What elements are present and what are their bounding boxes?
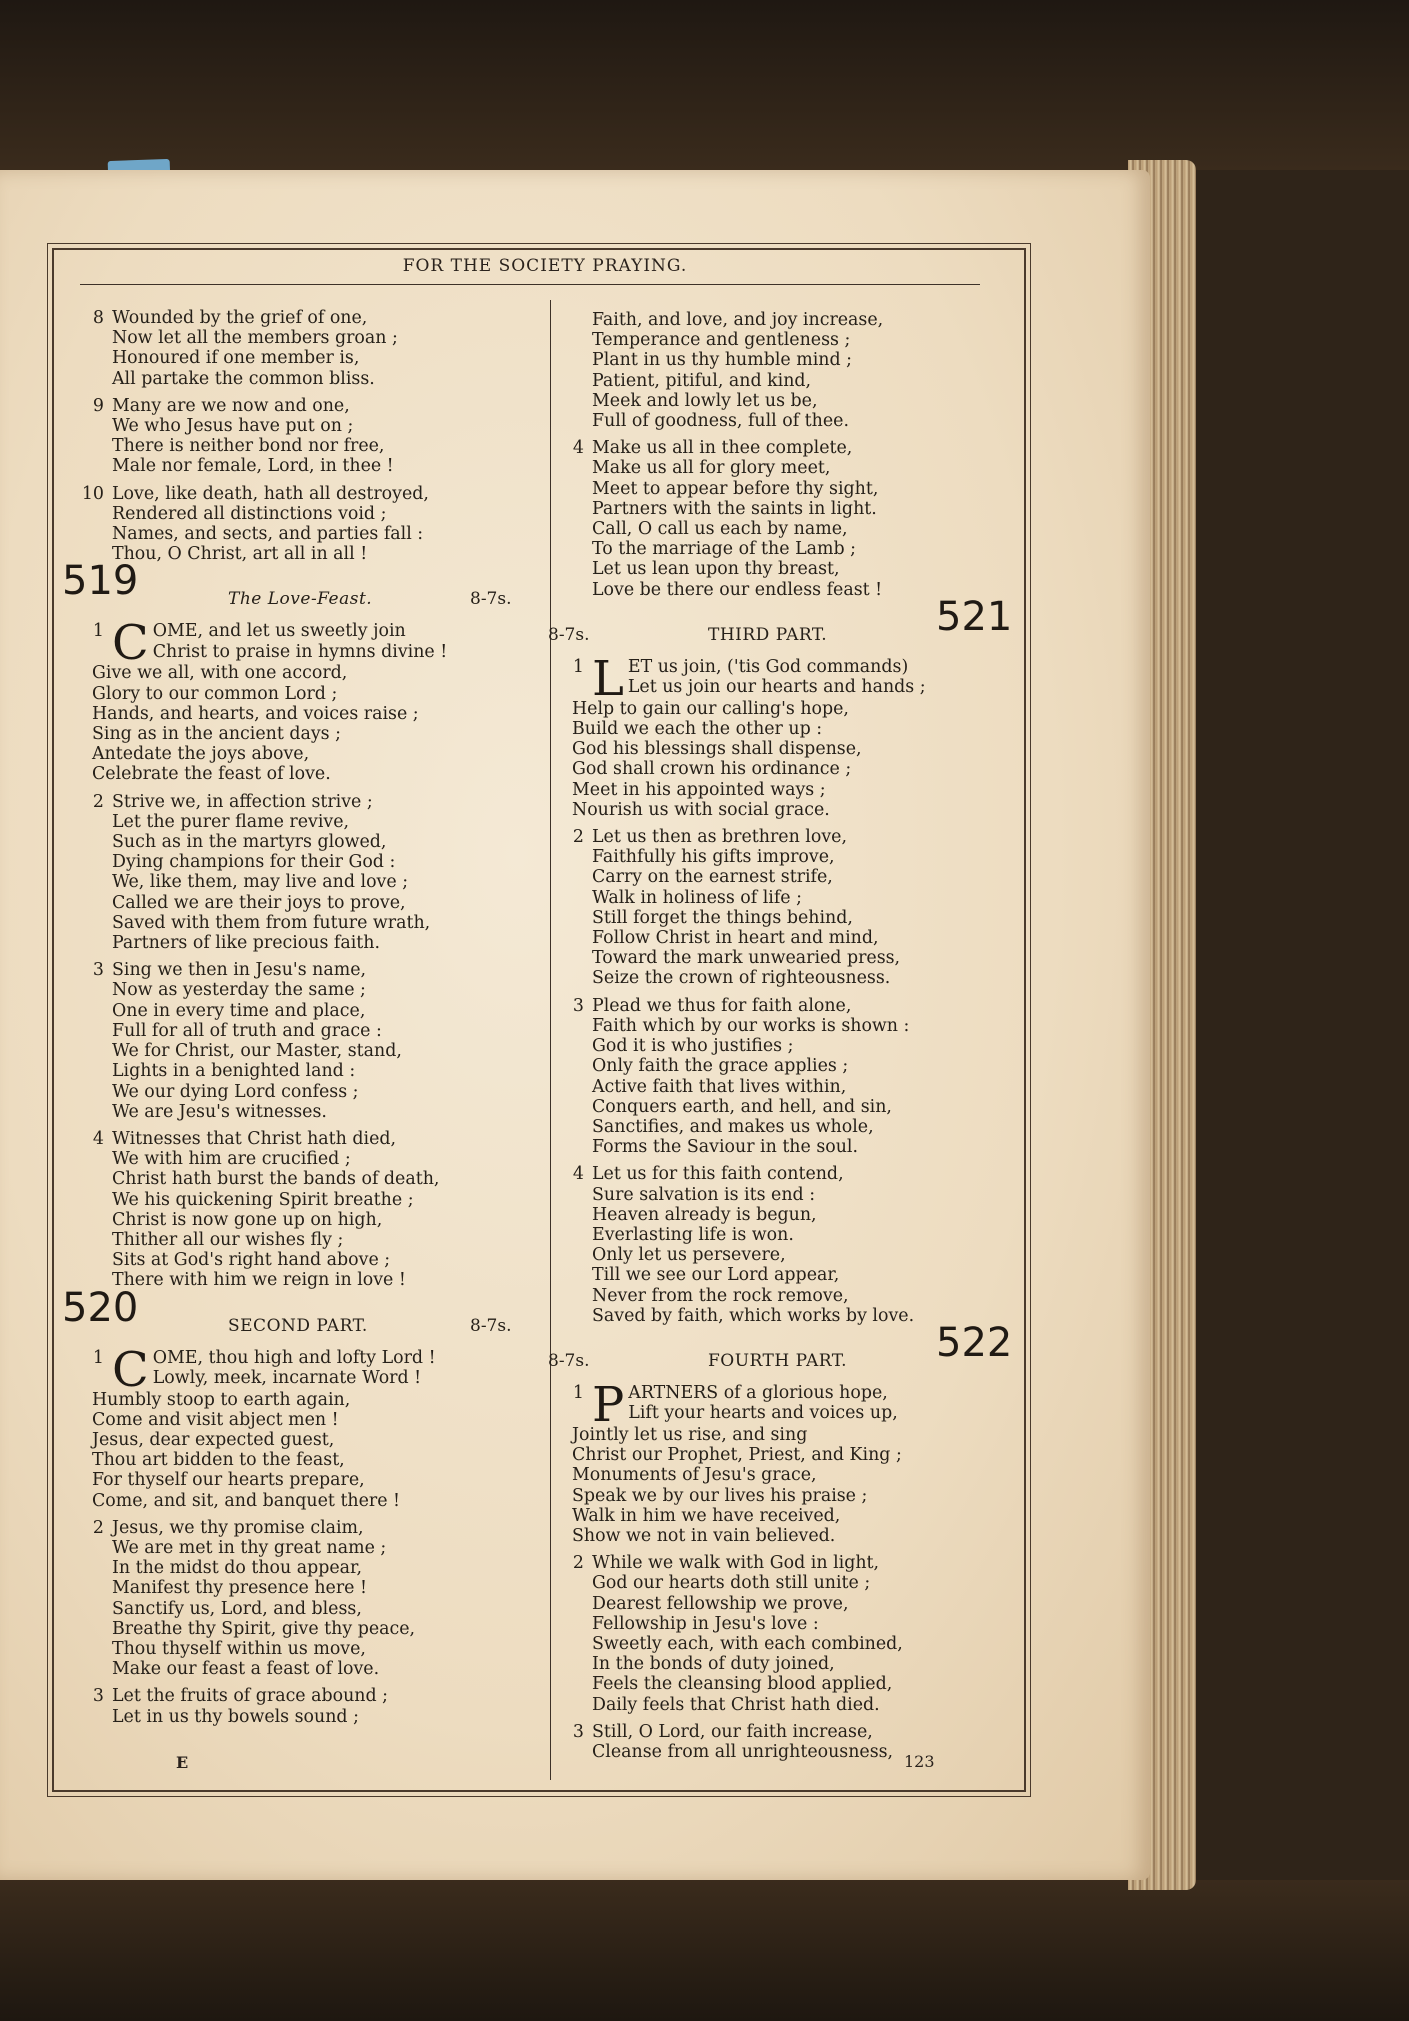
verse-line: Carry on the earnest strife, [592,867,833,888]
verse-line: Still forget the things behind, [592,907,853,928]
verse-line: Walk in him we have received, [572,1505,841,1526]
hymn-number: 520 [62,1284,139,1331]
verse-line: There is neither bond nor free, [112,436,385,457]
verse-line [558,438,1018,458]
verse-line: Faith, and love, and joy increase, [592,310,884,330]
verse-line: Let the purer flame revive, [112,811,350,832]
verse-line: In the bonds of duty joined, [592,1654,835,1675]
verse [558,827,1018,989]
verse-line: Male nor female, Lord, in thee ! [112,456,394,477]
verse-line: Faithfully his gifts improve, [592,847,835,868]
verse [78,1129,538,1291]
verse-line [558,996,1018,1016]
hymn-title: The Love-Feast. [228,589,373,610]
signature-mark: E [176,1753,189,1772]
verse-line-text: Sing we then in Jesu's name, [112,960,367,981]
verse-number: 9 [92,395,104,416]
verse-line-text: Many are we now and one, [112,395,350,416]
left-column [62,308,538,1734]
verse-line: Let us join our hearts and hands ; [627,677,926,698]
verse-line-text: Strive we, in affection strive ; [112,791,373,812]
verse-line: Glory to our common Lord ; [92,683,338,704]
verse-line: Only let us persevere, [592,1245,786,1266]
verse-line: Celebrate the feast of love. [92,764,331,785]
verse-line: There with him we reign in love ! [112,1270,406,1291]
hymn-number: 521 [936,593,1013,640]
book-page [0,170,1150,1880]
verse-line: Only faith the grace applies ; [592,1056,849,1077]
verse-line: All partake the common bliss. [112,368,375,389]
verse-number: 4 [572,1164,584,1185]
verse [78,960,538,1122]
verse-line-text: Plead we thus for faith alone, [592,995,852,1016]
verse-line: In the midst do thou appear, [112,1558,362,1579]
verse [558,1722,1018,1762]
verse-line-text: Make us all in thee complete, [592,438,853,459]
hymn-title: FOURTH PART. [708,1350,848,1371]
verse-line: Lift your hearts and voices up, [628,1403,898,1424]
drop-capital: C [112,621,149,664]
verse-line-text: Still, O Lord, our faith increase, [592,1721,873,1742]
verse-first-opening [558,657,1018,699]
verse-line [558,1553,1018,1573]
verse-line: Manifest thy presence here ! [112,1578,367,1599]
verse-line [78,308,538,328]
verse-line: Rendered all distinctions void ; [112,503,387,524]
verse-number: 2 [92,1517,104,1538]
verse-line: Let in us thy bowels sound ; [112,1706,359,1727]
verse-line: God our hearts doth still unite ; [592,1573,871,1594]
verse-line: Everlasting life is won. [592,1224,794,1245]
verse-line: Thou art bidden to the feast, [92,1450,345,1471]
verse-line: We our dying Lord confess ; [112,1081,359,1102]
running-head: FOR THE SOCIETY PRAYING. [402,256,688,276]
verse-line: Antedate the joys above, [92,744,310,765]
verse-line: Cleanse from all unrighteousness, [592,1741,894,1762]
hymn-title: THIRD PART. [708,624,828,645]
verse-line: Heaven already is begun, [592,1204,817,1225]
hymn-header [548,1319,1018,1377]
verse-line: Nourish us with social grace. [572,799,830,820]
verse-line: One in every time and place, [112,1000,366,1021]
verse-line: Monuments of Jesu's grace, [572,1465,817,1486]
verse-line [78,1129,538,1149]
verse-line: Thou thyself within us move, [112,1638,366,1659]
verse-line: Called we are their joys to prove, [112,892,406,913]
verse-line: Partners of like precious faith. [112,933,381,954]
verse-first-opening [78,621,538,663]
verse-first-opening [558,1383,1018,1425]
verse-line: Never from the rock remove, [592,1285,849,1306]
verse-line: We for Christ, our Master, stand, [112,1041,402,1062]
verse-first [78,1348,538,1511]
verse-line: Walk in holiness of life ; [592,887,802,908]
verse-line: Sure salvation is its end : [592,1184,816,1205]
verse-line: Meet in his appointed ways ; [572,779,826,800]
verse-line: To the marriage of the Lamb ; [592,539,856,560]
verse-line-text: Jesus, we thy promise claim, [112,1517,364,1538]
verse-line: OME, thou high and lofty Lord ! [152,1347,436,1368]
verse-line: We his quickening Spirit breathe ; [112,1189,414,1210]
verse-line: Call, O call us each by name, [592,519,848,540]
verse [558,996,1018,1158]
drop-capital: C [112,1347,149,1390]
hymn-metre: 8-7s. [548,1350,590,1371]
verse-line: Now as yesterday the same ; [112,980,366,1001]
verse-line [558,827,1018,847]
hymn-number: 519 [62,558,139,605]
verse-line: Give we all, with one accord, [92,663,348,684]
verse-line: Patient, pitiful, and kind, [592,370,812,391]
verse-line: God shall crown his ordinance ; [572,759,852,780]
verse-line: Partners with the saints in light. [592,498,877,519]
verse-line: God his blessings shall dispense, [572,739,862,760]
backdrop-top [0,0,1409,170]
drop-capital: L [592,656,624,699]
verse-line [78,1518,538,1538]
verse-number: 3 [572,995,584,1016]
verse-line: Speak we by our lives his praise ; [572,1485,868,1506]
hymn-title: SECOND PART. [228,1315,368,1336]
verse-line: Show we not in vain believed. [572,1525,836,1546]
verse-line: Sanctifies, and makes us whole, [592,1116,874,1137]
verse-line: Forms the Saviour in the soul. [592,1137,859,1158]
verse-line: Full for all of truth and grace : [112,1020,382,1041]
verse [78,792,538,954]
verse-number: 10 [81,483,104,504]
drop-capital: P [592,1382,625,1425]
verse [558,1553,1018,1715]
verse-number: 2 [572,827,584,848]
verse-line: Christ is now gone up on high, [112,1209,383,1230]
hymn-header [62,1284,538,1342]
verse-line: Come and visit abject men ! [92,1409,339,1430]
verse-line-text: While we walk with God in light, [592,1553,880,1574]
verse-line: OME, and let us sweetly join [152,621,406,642]
verse-line: Christ to praise in hymns divine ! [152,641,448,662]
verse-line: Help to gain our calling's hope, [572,698,849,719]
verse-line: Faith which by our works is shown : [592,1015,910,1036]
verse-line: ET us join, ('tis God commands) [627,656,909,677]
verse-line: Lowly, meek, incarnate Word ! [152,1367,422,1388]
verse [78,396,538,477]
verse-line: Sweetly each, with each combined, [592,1633,903,1654]
verse-number: 1 [572,1382,584,1403]
verse-line [78,1686,538,1706]
verse-first [558,1383,1018,1546]
verse-line: Daily feels that Christ hath died. [592,1694,880,1715]
verse-line: Thither all our wishes fly ; [112,1229,344,1250]
verse-line: Feels the cleansing blood applied, [592,1674,893,1695]
verse-line: We who Jesus have put on ; [112,416,354,437]
verse-number: 1 [92,1347,104,1368]
verse-line: Dying champions for their God : [112,852,396,873]
verse-line: Jointly let us rise, and sing [572,1424,808,1445]
verse-number: 2 [572,1553,584,1574]
verse-number: 1 [572,656,584,677]
verse-line: Come, and sit, and banquet there ! [92,1490,401,1511]
verse-line: Sits at God's right hand above ; [112,1250,391,1271]
verse-line-text: Let us for this faith contend, [592,1164,844,1185]
verse-continued [558,310,1018,431]
verse-line: Follow Christ in heart and mind, [592,928,879,949]
verse-line-text: Witnesses that Christ hath died, [112,1128,397,1149]
verse-line: We, like them, may live and love ; [112,872,409,893]
verse-line: ARTNERS of a glorious hope, [628,1382,888,1403]
verse-line: For thyself our hearts prepare, [92,1470,365,1491]
verse-line: Temperance and gentleness ; [592,330,851,351]
right-column [548,310,1018,1769]
verse-line: Till we see our Lord appear, [592,1265,840,1286]
verse-line: Meet to appear before thy sight, [592,478,879,499]
hymn-header [548,593,1018,651]
verse-number: 3 [92,960,104,981]
verse [78,1518,538,1680]
verse-line: Fellowship in Jesu's love : [592,1613,819,1634]
verse [558,438,1018,600]
backdrop-bottom [0,1880,1409,2021]
verse-number: 8 [92,308,104,328]
verse-line [558,1164,1018,1184]
column-rule [550,300,551,1780]
verse-line: Make our feast a feast of love. [112,1659,380,1680]
verse-line: Build we each the other up : [572,719,823,740]
verse-line: Love be there our endless feast ! [592,579,883,600]
verse-line: Sanctify us, Lord, and bless, [112,1598,362,1619]
verse-line: Honoured if one member is, [112,348,360,369]
verse-line: Plant in us thy humble mind ; [592,350,853,371]
verse [78,308,538,389]
verse-line: Let us lean upon thy breast, [592,559,840,580]
verse-line: Meek and lowly let us be, [592,390,818,411]
verse-line: Toward the mark unwearied press, [592,948,901,969]
verse-line: Dearest fellowship we prove, [592,1593,849,1614]
verse-number: 4 [572,438,584,459]
verse-line [78,960,538,980]
hymn-number: 522 [936,1319,1013,1366]
verse [558,1164,1018,1326]
verse-line: Names, and sects, and parties fall : [112,524,424,545]
verse-line: Saved with them from future wrath, [112,912,431,933]
verse-line [78,484,538,504]
verse-number: 3 [572,1721,584,1742]
verse-number: 4 [92,1128,104,1149]
verse-line: Jesus, dear expected guest, [92,1429,335,1450]
verse-line: Christ hath burst the bands of death, [112,1169,440,1190]
verse-line: Make us all for glory meet, [592,458,831,479]
verse [78,484,538,565]
verse [78,1686,538,1726]
verse-line-text: Let us then as brethren love, [592,827,847,848]
verse-line [558,1722,1018,1742]
page-number: 123 [904,1752,935,1771]
verse-first-opening [78,1348,538,1390]
verse-number: 2 [92,791,104,812]
verse-line: Now let all the members groan ; [112,328,398,349]
verse-line: Christ our Prophet, Priest, and King ; [572,1445,902,1466]
verse-line-text: Let the fruits of grace abound ; [112,1686,389,1707]
verse-line [78,792,538,812]
verse-line: Conquers earth, and hell, and sin, [592,1096,892,1117]
verse-line: Such as in the martyrs glowed, [112,832,387,853]
verse-line: Active faith that lives within, [592,1076,847,1097]
verse-first [78,621,538,784]
verse-line: Sing as in the ancient days ; [92,724,341,745]
verse-number: 1 [92,621,104,642]
hymn-metre: 8-7s. [548,624,590,645]
verse-line [78,396,538,416]
verse-line: Seize the crown of righteousness. [592,968,891,989]
verse-line: Lights in a benighted land : [112,1061,356,1082]
verse-first [558,657,1018,820]
verse-line: Full of goodness, full of thee. [592,411,849,432]
header-rule [80,284,980,285]
verse-line-text: Wounded by the grief of one, [112,308,368,328]
verse-line: Hands, and hearts, and voices raise ; [92,703,419,724]
hymn-metre: 8-7s. [470,1315,512,1336]
verse-line: Thou, O Christ, art all in all ! [112,544,368,565]
hymn-header [62,558,538,615]
verse-line: Breathe thy Spirit, give thy peace, [112,1618,416,1639]
verse-line: God it is who justifies ; [592,1036,794,1057]
verse-line: We are Jesu's witnesses. [112,1101,327,1122]
verse-number: 3 [92,1686,104,1707]
verse-line: Humbly stoop to earth again, [92,1389,351,1410]
verse-line-text: Love, like death, hath all destroyed, [112,483,429,504]
verse-line: Saved by faith, which works by love. [592,1305,915,1326]
hymn-metre: 8-7s. [470,589,512,610]
verse-line: We are met in thy great name ; [112,1537,387,1558]
verse-line: We with him are crucified ; [112,1149,351,1170]
